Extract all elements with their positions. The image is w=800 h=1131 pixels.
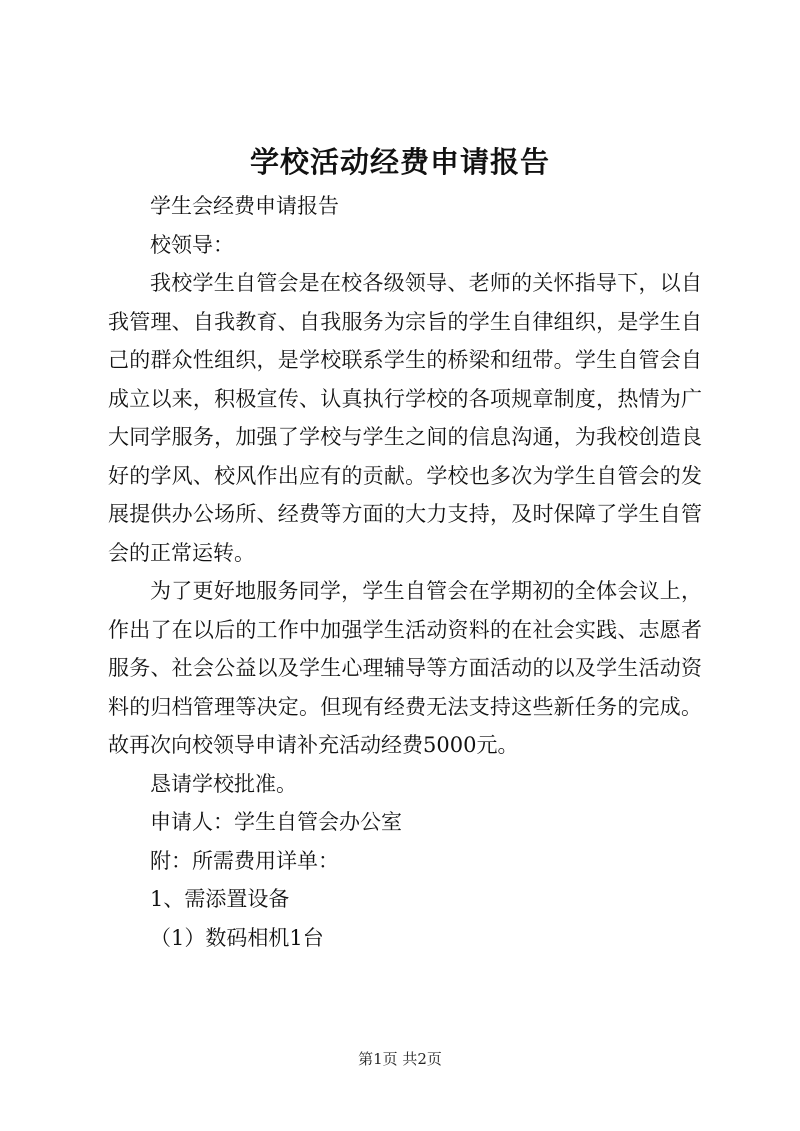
paragraph-intro: 我校学生自管会是在校各级领导、老师的关怀指导下，以自我管理、自我教育、自我服务为宗旨的学生自律组织，是学生自己的群众性组织，是学校联系学生的桥梁和纽带。学生自管会自成立以来，积极宣传、认真执行学校的各项规章制度，热情为广大同学服务，加强了学校与学生之间的信息沟通，为我校创造良好的学风、校风作出应有的贡献。学校也多次为学生自管会的发展提供办公场所、经费等方面的大力支持，及时保障了学生自管会的正常运转。 [108, 271, 702, 565]
paragraph-request-reason: 为了更好地服务同学，学生自管会在学期初的全体会议上，作出了在以后的工作中加强学生活动资料的在社会实践、志愿者服务、社会公益以及学生心理辅导等方面活动的以及学生活动资料的归档管理等决定。但现有经费无法支持这些新任务的完成。故再次向校领导申请补充活动经费5000元。 [108, 579, 702, 757]
request-line: 恳请学校批准。 [150, 771, 297, 796]
page-footer [0, 1048, 800, 1069]
subtitle: 学生会经费申请报告 [150, 194, 339, 218]
section-heading: 1、需添置设备 [150, 887, 290, 911]
salutation: 校领导： [150, 232, 234, 257]
applicant-line: 申请人：学生自管会办公室 [150, 810, 402, 834]
list-item: （1）数码相机1台 [150, 925, 324, 950]
document-title: 学校活动经费申请报告 [249, 145, 550, 179]
attachment-line: 附：所需费用详单： [150, 848, 339, 873]
page-number: 第1页 共2页 [358, 1050, 442, 1068]
document-body [108, 187, 702, 957]
